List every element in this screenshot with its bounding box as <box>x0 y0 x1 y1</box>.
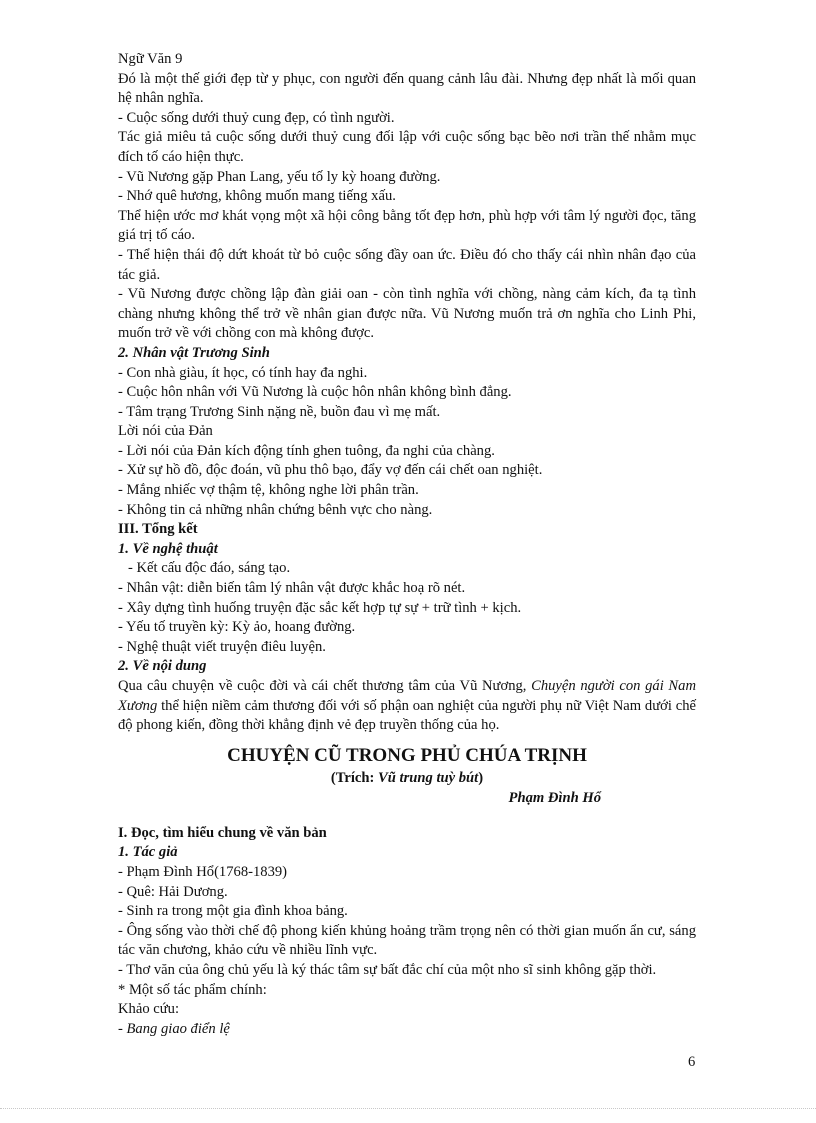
paragraph: - Thể hiện thái độ dứt khoát từ bỏ cuộc sống đầy oan ức. Điều đó cho thấy cái nhìn nhân đạo của tác giả. <box>118 246 696 283</box>
page-number: 6 <box>688 1054 696 1070</box>
bullet-line: - Bang giao điển lệ <box>118 1020 230 1037</box>
bullet-line: - Con nhà giàu, ít học, có tính hay đa nghi. <box>118 364 368 381</box>
section-heading: I. Đọc, tìm hiểu chung về văn bản <box>118 824 327 841</box>
bullet-line: - Xử sự hồ đồ, độc đoán, vũ phu thô bạo, đẩy vợ đến cái chết oan nghiệt. <box>118 462 543 479</box>
text-line: Lời nói của Đản <box>118 423 213 440</box>
paragraph: - Vũ Nương được chồng lập đàn giải oan - còn tình nghĩa với chồng, nàng cảm kích, đa tạ tình chàng nhưng không thể trở về nhân gian được nữa. Vũ Nương muốn trả ơn nghĩa cho Linh Phi, muốn trở về với chồng con mà không được. <box>118 286 696 342</box>
subtitle-open: (Trích: <box>330 769 379 786</box>
subsection-heading: 2. Về nội dung <box>118 658 207 675</box>
content-paragraph <box>118 677 696 736</box>
paragraph: Tác giả miêu tả cuộc sống dưới thuỷ cung đối lập với cuộc sống bạc bẽo nơi trần thế nhằm mục đích tố cáo hiện thực. <box>118 129 696 165</box>
content-text-pre: Qua câu chuyện về cuộc đời và cái chết thương tâm của Vũ Nương, <box>118 678 532 694</box>
text-line: * Một số tác phẩm chính: <box>118 981 267 998</box>
bullet-line: - Không tin cả những nhân chứng bênh vực cho nàng. <box>118 501 433 518</box>
page-header: Ngữ Văn 9 <box>118 51 183 67</box>
bullet-line: - Quê: Hải Dương. <box>118 883 228 900</box>
paragraph: - Ông sống vào thời chế độ phong kiến khủng hoảng trầm trọng nên có thời gian muốn ẩn cư, sáng tác văn chương, khảo cứu về nhiều lĩnh vực. <box>118 922 696 959</box>
bullet-line: - Xây dựng tình huống truyện đặc sắc kết hợp tự sự + trữ tình + kịch. <box>118 599 522 616</box>
paragraph: Đó là một thế giới đẹp từ y phục, con người đến quang cảnh lâu đài. Nhưng đẹp nhất là mối quan hệ nhân nghĩa. <box>118 70 696 107</box>
subsection-heading: 1. Tác giả <box>118 844 178 861</box>
section-heading: 2. Nhân vật Trương Sinh <box>118 344 270 361</box>
bullet-line: - Nhớ quê hương, không muốn mang tiếng xấu. <box>118 188 396 205</box>
subsection-heading: 1. Về nghệ thuật <box>118 540 218 557</box>
bullet-line: - Mắng nhiếc vợ thậm tệ, không nghe lời phân trần. <box>118 482 419 499</box>
bullet-line: - Yếu tố truyền kỳ: Kỳ ảo, hoang đường. <box>118 619 356 636</box>
text-line: Khảo cứu: <box>118 1001 179 1018</box>
content-text-post: thể hiện niềm cảm thương đối với số phận oan nghiệt của người phụ nữ Việt Nam dưới chế độ phong kiến, đồng thời khẳng định vẻ đẹp truyền thống của họ. <box>118 697 696 734</box>
story-subtitle <box>118 768 696 788</box>
bullet-line: - Lời nói của Đản kích động tính ghen tuông, đa nghi của chàng. <box>118 442 495 459</box>
document-page <box>118 50 696 1039</box>
bullet-line: - Vũ Nương gặp Phan Lang, yếu tố ly kỳ hoang đường. <box>118 168 441 185</box>
bullet-line: - Cuộc sống dưới thuỷ cung đẹp, có tình người. <box>118 109 395 126</box>
paragraph: - Thơ văn của ông chủ yếu là ký thác tâm sự bất đắc chí của một nho sĩ sinh không gặp thời. <box>118 961 657 978</box>
bullet-line: - Tâm trạng Trương Sinh nặng nề, buồn đau vì mẹ mất. <box>118 403 441 420</box>
paragraph: Thể hiện ước mơ khát vọng một xã hội công bằng tốt đẹp hơn, phù hợp với tâm lý người đọc, tăng giá trị tố cáo. <box>118 207 696 244</box>
story-title-italic: Chuyện người con gái Nam Xương <box>118 678 696 714</box>
bullet-line: - Sinh ra trong một gia đình khoa bảng. <box>118 903 348 920</box>
subtitle-source: Vũ trung tuỳ bút <box>378 769 479 786</box>
subtitle-close: ) <box>478 769 484 786</box>
bullet-line: - Kết cấu độc đáo, sáng tạo. <box>128 560 291 577</box>
bullet-line: - Phạm Đình Hổ(1768-1839) <box>118 863 288 880</box>
bullet-line: - Cuộc hôn nhân với Vũ Nương là cuộc hôn nhân không bình đẳng. <box>118 384 512 401</box>
section-heading: III. Tổng kết <box>118 521 198 538</box>
footer-divider <box>0 1108 816 1109</box>
story-title: CHUYỆN CŨ TRONG PHỦ CHÚA TRỊNH <box>227 744 587 766</box>
bullet-line: - Nhân vật: diễn biến tâm lý nhân vật được khắc hoạ rõ nét. <box>118 580 466 597</box>
bullet-line: - Nghệ thuật viết truyện điêu luyện. <box>118 638 326 655</box>
story-author: Phạm Đình Hổ <box>508 789 601 806</box>
